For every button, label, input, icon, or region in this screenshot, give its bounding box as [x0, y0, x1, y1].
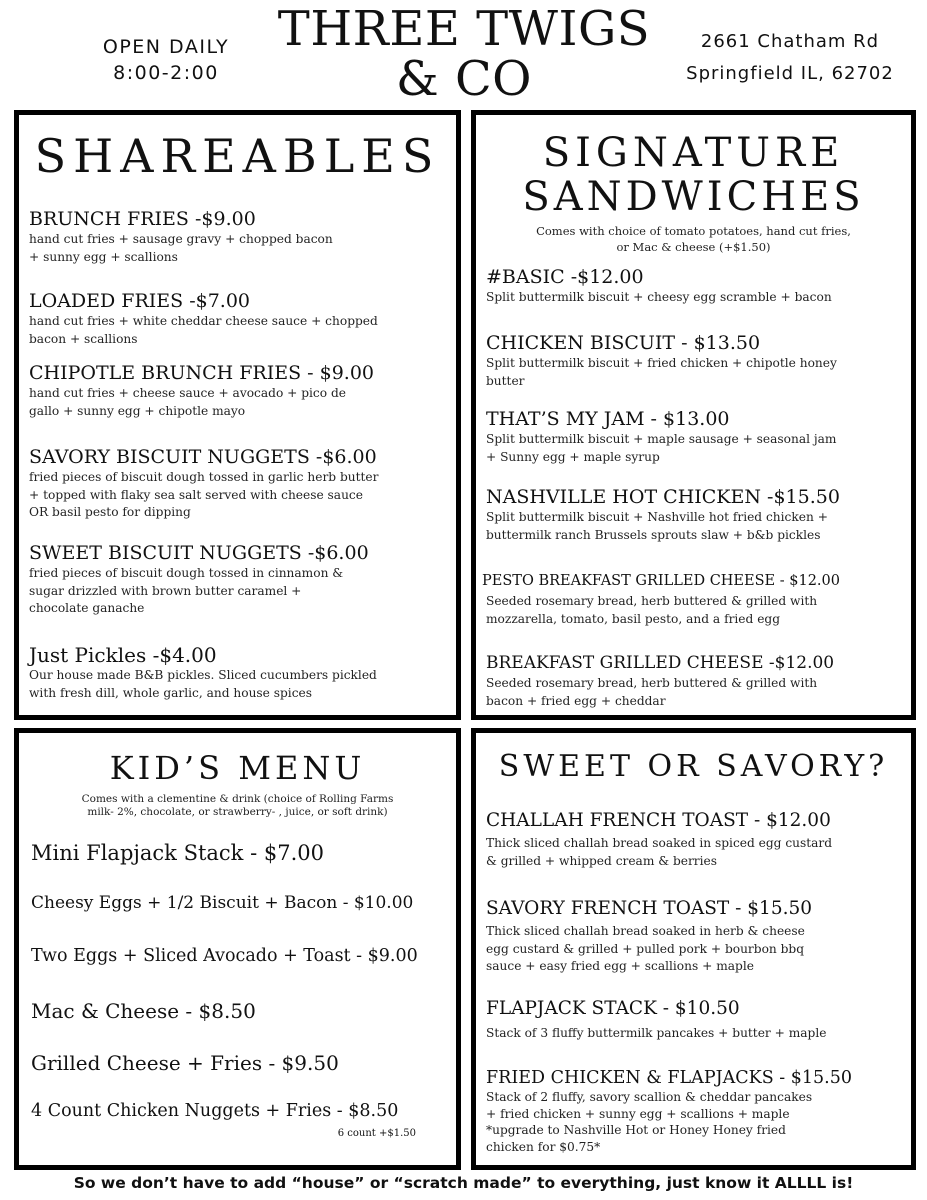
hours-line-2: 8:00-2:00 — [113, 62, 219, 84]
kids-menu-item: 4 Count Chicken Nuggets + Fries - $8.50 — [31, 1101, 399, 1121]
kids-menu-item: Cheesy Eggs + 1/2 Biscuit + Bacon - $10.00 — [31, 893, 414, 913]
item-desc-line: buttermilk ranch Brussels sprouts slaw + b&b pickles — [486, 527, 821, 542]
restaurant-name-line-2: & CO — [395, 51, 533, 107]
item-desc-line: + topped with flaky sea salt served with cheese sauce — [29, 487, 363, 502]
footer-tagline: So we don’t have to add “house” or “scratch made” to everything, just know it ALLLL is! — [73, 1174, 854, 1192]
item-description — [486, 431, 903, 466]
menu-item — [486, 997, 903, 1043]
item-desc-line: hand cut fries + sausage gravy + chopped bacon — [29, 232, 333, 246]
sweet-or-savory-title: SWEET OR SAVORY? — [498, 749, 889, 784]
menu-item — [29, 643, 448, 702]
item-description — [486, 1021, 903, 1043]
item-desc-line: sugar drizzled with brown butter caramel + — [29, 583, 302, 598]
kids-menu-item: Grilled Cheese + Fries - $9.50 — [31, 1051, 339, 1075]
signature-sandwiches-section — [471, 110, 916, 720]
item-name: BREAKFAST GRILLED CHEESE -$12.00 — [486, 653, 835, 673]
item-desc-line: Split buttermilk biscuit + cheesy egg scramble + bacon — [486, 290, 832, 304]
item-description — [29, 565, 448, 618]
shareables-title: SHAREABLES — [34, 129, 441, 183]
menu-item — [486, 331, 903, 390]
menu-item — [486, 485, 903, 544]
item-name: PESTO BREAKFAST GRILLED CHEESE - $12.00 — [482, 573, 840, 589]
menu-item — [29, 361, 448, 420]
item-desc-line: *upgrade to Nashville Hot or Honey Honey fried — [486, 1123, 786, 1137]
menu-item — [486, 651, 903, 710]
item-description — [29, 667, 448, 702]
menu-item — [486, 265, 903, 307]
item-description — [486, 289, 903, 307]
item-description — [486, 509, 903, 544]
item-name: LOADED FRIES -$7.00 — [29, 290, 251, 312]
shareables-section — [14, 110, 461, 720]
menu-item — [486, 407, 903, 466]
item-name: NASHVILLE HOT CHICKEN -$15.50 — [486, 486, 840, 508]
address-line-1: 2661 Chatham Rd — [700, 31, 880, 52]
item-desc-line: Split buttermilk biscuit + fried chicken + chipotle honey — [486, 356, 837, 370]
item-name: Just Pickles -$4.00 — [29, 643, 217, 667]
item-description — [29, 469, 448, 522]
item-desc-line: with fresh dill, whole garlic, and house spices — [29, 685, 313, 700]
item-name: FLAPJACK STACK - $10.50 — [486, 998, 740, 1019]
item-name: CHICKEN BISCUIT - $13.50 — [486, 332, 761, 354]
item-name: CHIPOTLE BRUNCH FRIES - $9.00 — [29, 362, 374, 384]
kids-menu-title: KID’S MENU — [109, 749, 366, 787]
item-description — [29, 385, 448, 420]
item-desc-line: & grilled + whipped cream & berries — [486, 853, 718, 868]
subtitle-line: Comes with choice of tomato potatoes, hand cut fries, — [536, 224, 851, 238]
address-line-2: Springfield IL, 62702 — [686, 63, 894, 84]
item-description — [29, 313, 448, 348]
menu-item — [29, 445, 448, 522]
item-desc-line: Thick sliced challah bread soaked in spiced egg custard — [486, 836, 833, 850]
item-name: #BASIC -$12.00 — [486, 266, 644, 288]
item-desc-line: fried pieces of biscuit dough tossed in cinnamon & — [29, 566, 344, 580]
menu-item — [29, 289, 448, 348]
item-desc-line: chicken for $0.75* — [486, 1139, 601, 1154]
kids-menu-item: Two Eggs + Sliced Avocado + Toast - $9.00 — [31, 946, 418, 966]
item-description — [486, 921, 903, 976]
item-desc-line: butter — [486, 373, 525, 388]
item-name: CHALLAH FRENCH TOAST - $12.00 — [486, 810, 831, 831]
kids-menu-item: Mac & Cheese - $8.50 — [31, 999, 256, 1023]
hours-line-1: OPEN DAILY — [102, 36, 230, 58]
item-name: THAT’S MY JAM - $13.00 — [486, 408, 730, 430]
item-desc-line: gallo + sunny egg + chipotle mayo — [29, 403, 246, 418]
item-description — [486, 1089, 903, 1155]
item-desc-line: OR basil pesto for dipping — [29, 505, 191, 519]
kids-menu-section — [14, 728, 461, 1170]
item-desc-line: hand cut fries + white cheddar cheese sauce + chopped — [29, 314, 378, 328]
item-name: BRUNCH FRIES -$9.00 — [29, 208, 256, 230]
item-desc-line: chocolate ganache — [29, 601, 145, 615]
item-desc-line: Split buttermilk biscuit + Nashville hot fried chicken + — [486, 510, 828, 524]
restaurant-name — [262, 1, 666, 107]
item-description — [486, 355, 903, 390]
subtitle-line: or Mac & cheese (+$1.50) — [616, 240, 771, 254]
item-desc-line: fried pieces of biscuit dough tossed in garlic herb butter — [29, 470, 379, 484]
signature-subtitle — [476, 223, 911, 255]
item-desc-line: bacon + scallions — [29, 331, 138, 346]
restaurant-name-line-1: THREE TWIGS — [277, 1, 651, 57]
menu-item — [486, 1067, 903, 1155]
item-name: FRIED CHICKEN & FLAPJACKS - $15.50 — [486, 1068, 852, 1088]
item-desc-line: + Sunny egg + maple syrup — [486, 449, 660, 464]
item-description — [29, 231, 448, 266]
sweet-or-savory-section — [471, 728, 916, 1170]
item-desc-line: Stack of 3 fluffy buttermilk pancakes + butter + maple — [486, 1026, 827, 1040]
item-name: SAVORY BISCUIT NUGGETS -$6.00 — [29, 446, 377, 468]
item-desc-line: sauce + easy fried egg + scallions + maple — [486, 959, 754, 973]
item-description — [486, 833, 903, 870]
kids-menu-item: Mini Flapjack Stack - $7.00 — [31, 841, 324, 865]
item-desc-line: bacon + fried egg + cheddar — [486, 693, 666, 708]
menu-item — [486, 897, 903, 976]
menu-item — [29, 541, 448, 618]
nuggets-upgrade-note: 6 count +$1.50 — [337, 1128, 416, 1139]
item-name: SAVORY FRENCH TOAST - $15.50 — [486, 898, 813, 919]
signature-title-line-1: SIGNATURE — [542, 130, 845, 176]
item-desc-line: Our house made B&B pickles. Sliced cucumbers pickled — [29, 668, 377, 682]
item-desc-line: Stack of 2 fluffy, savory scallion & cheddar pancakes — [486, 1090, 813, 1104]
address — [662, 26, 918, 90]
hours — [86, 34, 246, 86]
item-desc-line: mozzarella, tomato, basil pesto, and a fried egg — [486, 611, 781, 626]
subtitle-line: Comes with a clementine & drink (choice of Rolling Farms — [81, 793, 394, 805]
subtitle-line: milk- 2%, chocolate, or strawberry- , juice, or soft drink) — [87, 806, 388, 818]
item-desc-line: hand cut fries + cheese sauce + avocado + pico de — [29, 386, 346, 400]
item-desc-line: egg custard & grilled + pulled pork + bourbon bbq — [486, 941, 805, 956]
menu-item — [486, 809, 903, 870]
signature-title-line-2: SANDWICHES — [522, 174, 865, 220]
item-desc-line: Thick sliced challah bread soaked in herb & cheese — [486, 924, 805, 938]
menu-item — [482, 569, 903, 628]
item-desc-line: Split buttermilk biscuit + maple sausage + seasonal jam — [486, 432, 837, 446]
menu-item — [29, 207, 448, 266]
item-desc-line: Seeded rosemary bread, herb buttered & grilled with — [486, 676, 818, 690]
item-name: SWEET BISCUIT NUGGETS -$6.00 — [29, 542, 369, 564]
kids-menu-subtitle — [19, 793, 456, 819]
item-description — [482, 593, 903, 628]
item-desc-line: Seeded rosemary bread, herb buttered & grilled with — [486, 594, 818, 608]
item-description — [486, 675, 903, 710]
item-desc-line: + fried chicken + sunny egg + scallions + maple — [486, 1106, 790, 1121]
item-desc-line: + sunny egg + scallions — [29, 249, 178, 264]
